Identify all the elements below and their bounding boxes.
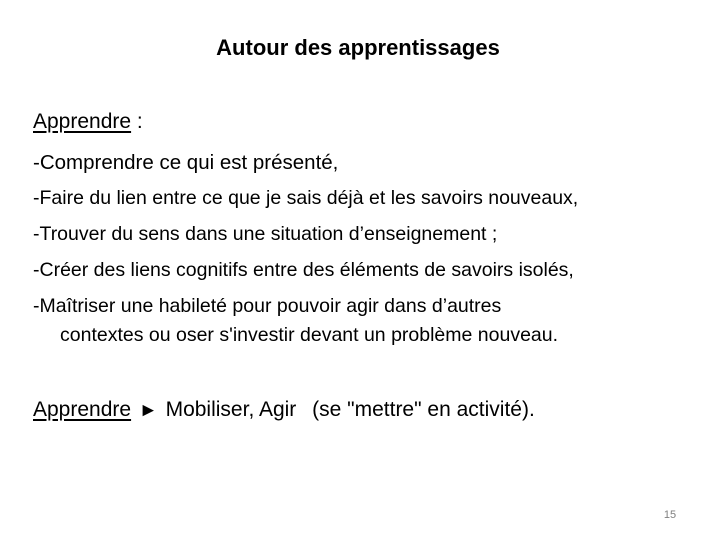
list-item-text: Comprendre ce qui est présenté, xyxy=(39,151,339,174)
list-item xyxy=(33,148,578,177)
summary-action: Mobiliser, Agir xyxy=(165,398,297,421)
list-item-continuation: contextes ou oser s'investir devant un problème nouveau. xyxy=(60,324,559,346)
summary-term: Apprendre xyxy=(33,398,132,421)
slide-title: Autour des apprentissages xyxy=(216,35,500,60)
right-pointer-icon: ► xyxy=(138,400,158,421)
list-dash: - xyxy=(33,223,40,245)
list-item xyxy=(33,292,578,350)
intro-line xyxy=(33,108,143,136)
list-item-text: Faire du lien entre ce que je sais déjà et les savoirs nouveaux, xyxy=(39,187,579,209)
list-dash: - xyxy=(33,187,40,209)
list-item xyxy=(33,220,578,249)
list-item-text: Maîtriser une habileté pour pouvoir agir dans d’autres xyxy=(39,295,502,317)
list-dash: - xyxy=(33,295,40,317)
list-item-text: Trouver du sens dans une situation d’enseignement ; xyxy=(39,223,498,245)
intro-term: Apprendre xyxy=(33,110,132,133)
summary-line xyxy=(33,396,535,425)
page-number: 15 xyxy=(663,509,677,521)
list-dash: - xyxy=(33,151,40,174)
list-item xyxy=(33,256,578,285)
intro-colon: : xyxy=(131,110,143,133)
summary-note: (se "mettre" en activité). xyxy=(312,398,535,421)
list-item-text: Créer des liens cognitifs entre des éléments de savoirs isolés, xyxy=(39,259,574,281)
list-dash: - xyxy=(33,259,40,281)
list-item xyxy=(33,184,578,213)
definition-list xyxy=(33,148,578,357)
